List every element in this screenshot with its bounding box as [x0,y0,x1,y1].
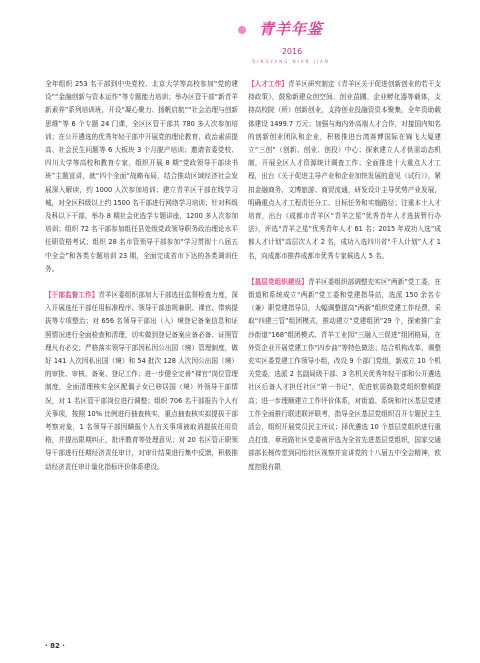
paragraph-grassroots [248,276,441,474]
masthead-title: 青羊年鉴 [258,20,323,38]
paragraph-grassroots-text: 青羊区委组织部调整充实区“两新”党工委，在街道和系统成立“两新”党工委和党建指导站，选派 150 余名专（兼）职党建指导员，大幅调整提高“两新”组织党建工作经费，采取“四建三管”组团模式，推动建立“党建组团”29 个，探索推广金沙街道“168”组团模式、青羊工业园“三融入三促进”组团格局，在外资企业开展党建工作“四步曲”等特色做法；结合机构改革，调整充实区委党建工作领导小组，改设 9 个部门党组，新成立 10 个机关党委，选派 2 名副局级干部、3 名机关优秀年轻干部和公开遴选社区后备人才担任社区“第一书记”，促进软弱涣散党组织整顿提高；进一步理顺建立工作评价体系，对街道、系统和社区基层党建工作全面推行联述联评联考，指导全区基层党组织召开专题民主生活会，组织开展党员民主评议；择优遴选 10 个基层党组织进行重点打造，章竟路社区党委被评选为全省先进基层党组织，国家交通部部长杨传堂到同怡社区视察并宣讲党的十八届五中全会精神，欧度控股有限 [248,277,441,471]
page-header [0,0,480,64]
paragraph-talent [248,78,441,263]
left-column [45,78,238,474]
right-column [248,78,441,474]
section-heading-grassroots-party: 【基层党组织建设】 [248,277,308,286]
section-heading-talent-work: 【人才工作】 [248,80,288,88]
flower-decoration-icon [238,26,246,34]
masthead [248,18,334,64]
masthead-year: 2016 [281,47,303,56]
masthead-subtitle: QINGYANG NIAN JIAN [252,59,330,64]
section-heading-cadre-supervision: 【干部监督工作】 [45,291,99,300]
page-number: · 82 · [45,642,65,650]
paragraph-supervision [45,289,238,474]
paragraph-training: 全年组织 253 名干部到中央党校、北京大学等高校参加“党的建设”“金融创新与资本运作”等专题能力培训；举办区管干部“新青羊新素养”系列培训班，开设“凝心聚力、扬帆启航”“社会治理与创新思维”等 6 个专题 24 门课，全区区管干部共 780 多人次参加培训；在公开遴选的优秀年轻干部中开展党的理论教育、政治素质提高、社会民生问题等 6 大板块 3 个月脱产培训；邀请省委党校、四川大学等高校和教育专家，组织开展 8 期“党政领导干部读书班”主题宣讲，就“四个全面”战略布局，结合推动区域经济社会发展深入解读，约 1000 人次参加培训；建立青羊区干部在线学习城，对全区科级以上约 1500 名干部进行网络学习培训；针对科级及科以下干部，举办 8 期社会化选学专题讲座，1200 多人次参加培训；组织 72 名干部参加组任县处级党政领导职务政治理论水平任职资格考试；组织 28 名市管领导干部参加“学习贯彻十八届五中全会”和各类专题培训 23 期，全面完成省市下达的各类调训任务。 [45,80,238,273]
paragraph-supervision-text: 青羊区委组织部加大干部选任监督检查力度，深入开展选任干部任用标准程序、领导干部违规兼职、裸官、带病提拔等专项整治；对 656 名领导干部出（入）境登记备案信息和证照情况进行全面检查和清理，切实做到登记备案应备必备、证照管理凡有必交；严格落实领导干部因私因公出国（境）管理制度，做好 141 人次因私出国（境）和 54 批次 128 人次因公出国（境）的审批、审核、备案、登记工作；进一步健全完善“裸官”岗位管理制度，全面清理核实全区配偶子女已移居国（境）外领导干部情况，对 1 名区管干部岗位进行调整；组织 706 名干部报告个人有关事项，按照 10% 比例进行抽查核实，重点抽查核实拟提拔干部考察对象，1 名领导干部因瞒报个人有关事项被取消提拔任用资格，并提出限期纠正，批评教育等处理意见；对 20 名区管正职领导干部进行任期经济责任审计，对审计结果进行集中反馈，积极推动经济责任审计量化指标评价体系建设。 [45,291,239,471]
paragraph-talent-text: 青羊区研究制定《青羊区关于促进创新创业的若干支持政策》，鼓励新建众创空间、创业苗圃、企业孵化器等载体，支持高校院（所）创新创业，支持创业投融资资本聚集，全年资助载体建设 1499.7 万元；加强与海内外高端人才合作，对接国内知名的创新创业团队和企业，积极推进台湾赛博国际在锦飞大厦建立“三创”（创新、创业、创投）中心；探索建立人才供需动态机制，开展全区人才资源统计调查工作；全面推进十大重点人才工程，出台《关于促进主导产业和企业加快发展的意见（试行）》，紧扣金融商务、文博旅游、商贸流通，研发设计主导优势产业发展，明确重点人才工程责任分工、目标任务和实施路径；注重本土人才培育，出台《成都市青羊区“青羊之星”优秀青年人才选拔暂行办法》，评选“青羊之星”优秀青年人才 61 名；2015 年成功入选“成都人才计划”高层次人才 2 名，成功入选四川省“千人计划”人才 1 名，向成都市推荐成都市优秀专家候选人 5 名。 [248,80,442,260]
